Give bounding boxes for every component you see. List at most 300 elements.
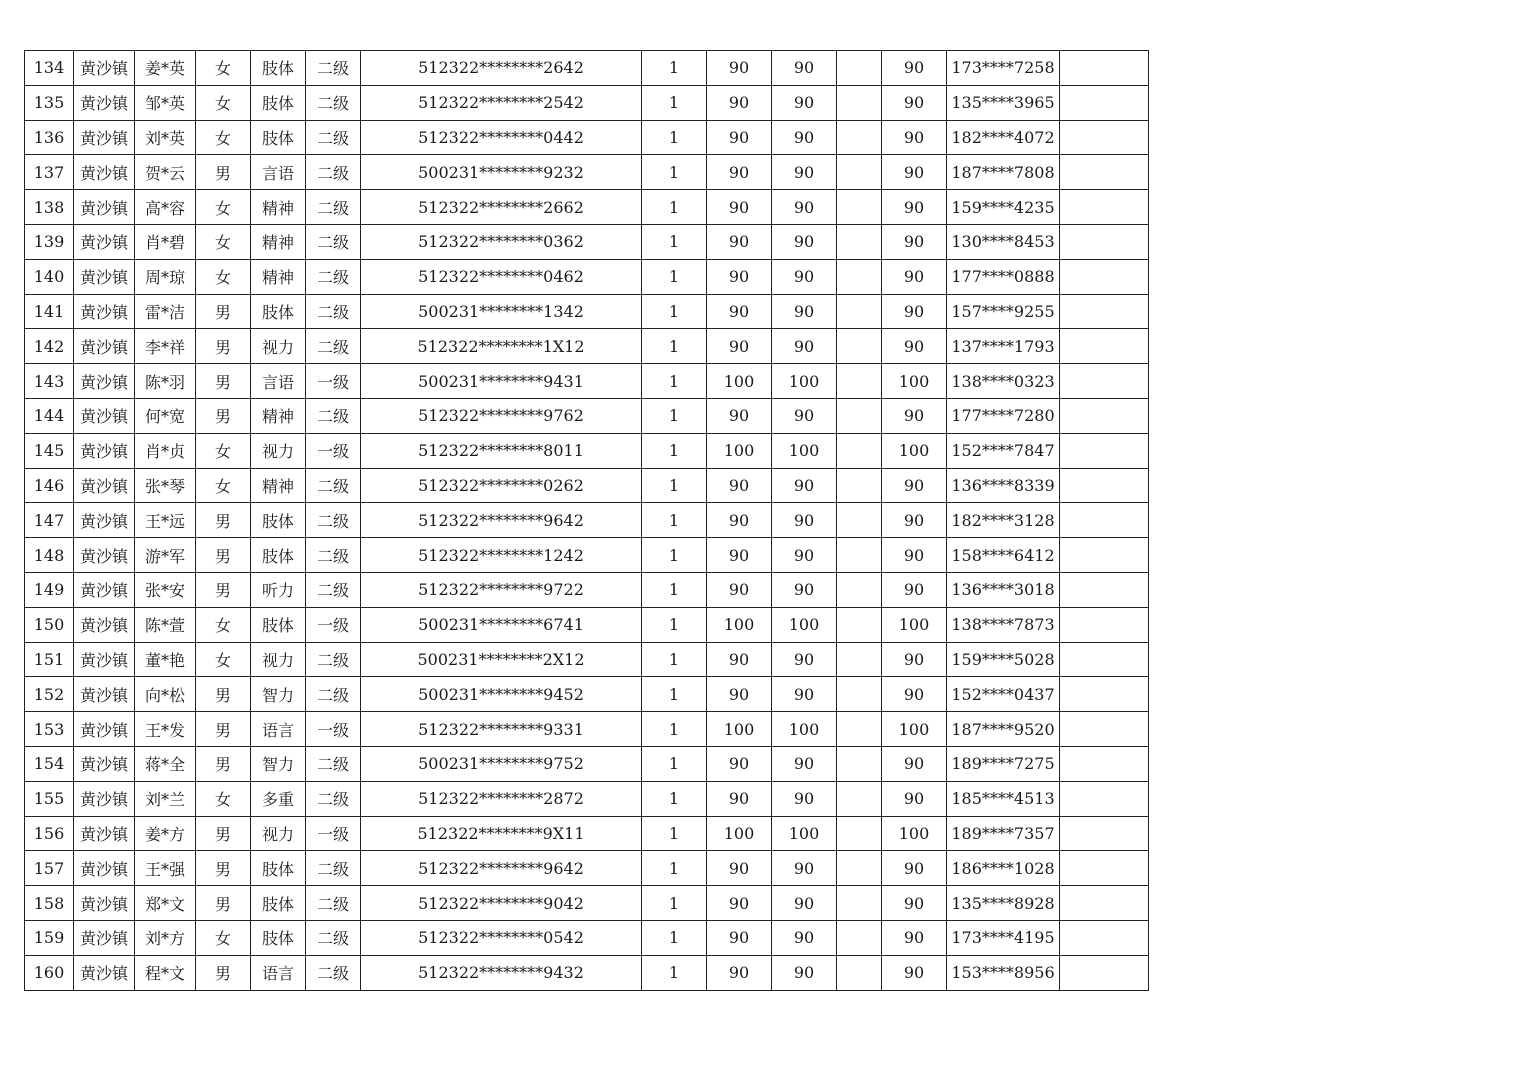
count-cell: 1 [642,816,707,851]
disability-type-cell: 精神 [251,190,306,225]
gender-cell: 男 [196,851,251,886]
level-cell: 二级 [306,224,361,259]
seq-cell: 154 [25,746,74,781]
level-cell: 二级 [306,746,361,781]
blank-cell [837,746,882,781]
blank-cell [837,364,882,399]
remark-cell [1060,642,1149,677]
disability-type-cell: 听力 [251,572,306,607]
amount2-cell: 90 [772,851,837,886]
phone-cell: 136****8339 [947,468,1060,503]
id-number-cell: 500231********6741 [361,607,642,642]
disability-type-cell: 语言 [251,955,306,990]
amount2-cell: 90 [772,398,837,433]
blank-cell [837,190,882,225]
table-row [25,329,1149,364]
blank-cell [837,85,882,120]
seq-cell: 151 [25,642,74,677]
blank-cell [837,329,882,364]
count-cell: 1 [642,746,707,781]
level-cell: 二级 [306,851,361,886]
seq-cell: 137 [25,155,74,190]
phone-cell: 182****4072 [947,120,1060,155]
seq-cell: 142 [25,329,74,364]
level-cell: 二级 [306,398,361,433]
remark-cell [1060,364,1149,399]
amount2-cell: 100 [772,364,837,399]
name-cell: 刘*兰 [135,781,196,816]
disability-type-cell: 视力 [251,329,306,364]
blank-cell [837,259,882,294]
blank-cell [837,642,882,677]
gender-cell: 男 [196,398,251,433]
name-cell: 王*发 [135,712,196,747]
disability-type-cell: 智力 [251,677,306,712]
phone-cell: 138****7873 [947,607,1060,642]
total-cell: 90 [882,259,947,294]
blank-cell [837,677,882,712]
blank-cell [837,572,882,607]
total-cell: 100 [882,433,947,468]
table-row [25,85,1149,120]
table-row [25,816,1149,851]
id-number-cell: 512322********9762 [361,398,642,433]
amount-cell: 100 [707,816,772,851]
seq-cell: 149 [25,572,74,607]
amount-cell: 90 [707,503,772,538]
seq-cell: 136 [25,120,74,155]
town-cell: 黄沙镇 [74,920,135,955]
seq-cell: 160 [25,955,74,990]
amount-cell: 90 [707,51,772,86]
total-cell: 100 [882,816,947,851]
table-row [25,886,1149,921]
level-cell: 二级 [306,51,361,86]
remark-cell [1060,190,1149,225]
amount2-cell: 90 [772,677,837,712]
total-cell: 90 [882,642,947,677]
level-cell: 二级 [306,294,361,329]
total-cell: 100 [882,712,947,747]
town-cell: 黄沙镇 [74,468,135,503]
level-cell: 二级 [306,920,361,955]
disability-type-cell: 肢体 [251,886,306,921]
seq-cell: 156 [25,816,74,851]
seq-cell: 155 [25,781,74,816]
phone-cell: 177****0888 [947,259,1060,294]
level-cell: 一级 [306,712,361,747]
name-cell: 陈*萱 [135,607,196,642]
seq-cell: 135 [25,85,74,120]
disability-type-cell: 肢体 [251,503,306,538]
id-number-cell: 512322********2872 [361,781,642,816]
disability-type-cell: 精神 [251,224,306,259]
disability-type-cell: 肢体 [251,920,306,955]
seq-cell: 138 [25,190,74,225]
count-cell: 1 [642,572,707,607]
id-number-cell: 512322********9642 [361,503,642,538]
table-row [25,677,1149,712]
town-cell: 黄沙镇 [74,259,135,294]
gender-cell: 男 [196,294,251,329]
amount2-cell: 90 [772,886,837,921]
remark-cell [1060,155,1149,190]
disability-type-cell: 肢体 [251,51,306,86]
amount2-cell: 90 [772,642,837,677]
data-table [24,50,1149,991]
phone-cell: 135****8928 [947,886,1060,921]
id-number-cell: 512322********9432 [361,955,642,990]
blank-cell [837,294,882,329]
name-cell: 雷*洁 [135,294,196,329]
phone-cell: 135****3965 [947,85,1060,120]
town-cell: 黄沙镇 [74,329,135,364]
remark-cell [1060,677,1149,712]
count-cell: 1 [642,503,707,538]
phone-cell: 153****8956 [947,955,1060,990]
blank-cell [837,851,882,886]
town-cell: 黄沙镇 [74,642,135,677]
phone-cell: 152****0437 [947,677,1060,712]
blank-cell [837,538,882,573]
amount2-cell: 100 [772,816,837,851]
disability-type-cell: 语言 [251,712,306,747]
id-number-cell: 500231********1342 [361,294,642,329]
town-cell: 黄沙镇 [74,224,135,259]
amount-cell: 90 [707,468,772,503]
blank-cell [837,398,882,433]
name-cell: 高*容 [135,190,196,225]
name-cell: 向*松 [135,677,196,712]
level-cell: 二级 [306,781,361,816]
gender-cell: 女 [196,224,251,259]
gender-cell: 男 [196,538,251,573]
amount-cell: 90 [707,294,772,329]
amount-cell: 90 [707,224,772,259]
name-cell: 王*强 [135,851,196,886]
town-cell: 黄沙镇 [74,886,135,921]
town-cell: 黄沙镇 [74,120,135,155]
blank-cell [837,781,882,816]
seq-cell: 147 [25,503,74,538]
amount-cell: 90 [707,329,772,364]
total-cell: 90 [882,886,947,921]
level-cell: 二级 [306,677,361,712]
count-cell: 1 [642,433,707,468]
town-cell: 黄沙镇 [74,607,135,642]
amount-cell: 90 [707,955,772,990]
name-cell: 郑*文 [135,886,196,921]
seq-cell: 148 [25,538,74,573]
seq-cell: 140 [25,259,74,294]
amount-cell: 90 [707,85,772,120]
disability-type-cell: 肢体 [251,120,306,155]
phone-cell: 152****7847 [947,433,1060,468]
count-cell: 1 [642,920,707,955]
name-cell: 姜*英 [135,51,196,86]
seq-cell: 144 [25,398,74,433]
total-cell: 90 [882,224,947,259]
gender-cell: 男 [196,677,251,712]
disability-type-cell: 肢体 [251,538,306,573]
remark-cell [1060,607,1149,642]
total-cell: 90 [882,538,947,573]
amount2-cell: 90 [772,538,837,573]
count-cell: 1 [642,364,707,399]
gender-cell: 女 [196,607,251,642]
seq-cell: 152 [25,677,74,712]
amount2-cell: 90 [772,468,837,503]
id-number-cell: 512322********9X11 [361,816,642,851]
id-number-cell: 512322********9642 [361,851,642,886]
phone-cell: 187****9520 [947,712,1060,747]
disability-type-cell: 精神 [251,398,306,433]
remark-cell [1060,572,1149,607]
total-cell: 90 [882,51,947,86]
remark-cell [1060,468,1149,503]
table-row [25,920,1149,955]
amount2-cell: 90 [772,120,837,155]
table-row [25,607,1149,642]
disability-type-cell: 视力 [251,642,306,677]
name-cell: 董*艳 [135,642,196,677]
id-number-cell: 512322********0362 [361,224,642,259]
gender-cell: 男 [196,364,251,399]
blank-cell [837,503,882,538]
town-cell: 黄沙镇 [74,572,135,607]
phone-cell: 137****1793 [947,329,1060,364]
seq-cell: 150 [25,607,74,642]
count-cell: 1 [642,781,707,816]
remark-cell [1060,851,1149,886]
amount2-cell: 90 [772,572,837,607]
table-row [25,120,1149,155]
town-cell: 黄沙镇 [74,294,135,329]
table-row [25,955,1149,990]
amount-cell: 90 [707,572,772,607]
blank-cell [837,712,882,747]
seq-cell: 159 [25,920,74,955]
blank-cell [837,433,882,468]
town-cell: 黄沙镇 [74,190,135,225]
name-cell: 肖*碧 [135,224,196,259]
table-row [25,190,1149,225]
phone-cell: 186****1028 [947,851,1060,886]
seq-cell: 157 [25,851,74,886]
level-cell: 二级 [306,955,361,990]
amount-cell: 90 [707,746,772,781]
total-cell: 90 [882,746,947,781]
amount-cell: 100 [707,364,772,399]
count-cell: 1 [642,642,707,677]
id-number-cell: 512322********9042 [361,886,642,921]
disability-type-cell: 多重 [251,781,306,816]
amount2-cell: 100 [772,607,837,642]
total-cell: 90 [882,920,947,955]
blank-cell [837,920,882,955]
amount2-cell: 90 [772,51,837,86]
disability-type-cell: 肢体 [251,294,306,329]
name-cell: 张*琴 [135,468,196,503]
total-cell: 90 [882,85,947,120]
amount2-cell: 90 [772,955,837,990]
remark-cell [1060,712,1149,747]
table-row [25,433,1149,468]
level-cell: 二级 [306,642,361,677]
id-number-cell: 500231********2X12 [361,642,642,677]
gender-cell: 女 [196,920,251,955]
disability-type-cell: 精神 [251,259,306,294]
table-row [25,572,1149,607]
gender-cell: 女 [196,85,251,120]
phone-cell: 189****7357 [947,816,1060,851]
table-row [25,468,1149,503]
gender-cell: 男 [196,712,251,747]
amount2-cell: 90 [772,294,837,329]
amount-cell: 90 [707,851,772,886]
level-cell: 二级 [306,259,361,294]
remark-cell [1060,51,1149,86]
count-cell: 1 [642,468,707,503]
count-cell: 1 [642,677,707,712]
gender-cell: 男 [196,572,251,607]
gender-cell: 女 [196,190,251,225]
table-row [25,155,1149,190]
id-number-cell: 512322********9722 [361,572,642,607]
total-cell: 90 [882,781,947,816]
remark-cell [1060,224,1149,259]
count-cell: 1 [642,538,707,573]
amount-cell: 90 [707,781,772,816]
amount-cell: 90 [707,642,772,677]
count-cell: 1 [642,886,707,921]
name-cell: 刘*方 [135,920,196,955]
level-cell: 一级 [306,607,361,642]
seq-cell: 145 [25,433,74,468]
id-number-cell: 500231********9452 [361,677,642,712]
total-cell: 100 [882,364,947,399]
gender-cell: 女 [196,468,251,503]
total-cell: 90 [882,294,947,329]
seq-cell: 134 [25,51,74,86]
total-cell: 90 [882,572,947,607]
table-row [25,781,1149,816]
blank-cell [837,224,882,259]
id-number-cell: 512322********0262 [361,468,642,503]
phone-cell: 158****6412 [947,538,1060,573]
blank-cell [837,51,882,86]
phone-cell: 187****7808 [947,155,1060,190]
remark-cell [1060,329,1149,364]
amount2-cell: 90 [772,329,837,364]
level-cell: 二级 [306,155,361,190]
amount2-cell: 90 [772,85,837,120]
remark-cell [1060,120,1149,155]
name-cell: 游*军 [135,538,196,573]
amount2-cell: 90 [772,781,837,816]
total-cell: 90 [882,329,947,364]
amount-cell: 90 [707,920,772,955]
total-cell: 90 [882,503,947,538]
amount-cell: 90 [707,398,772,433]
count-cell: 1 [642,85,707,120]
blank-cell [837,120,882,155]
table-row [25,503,1149,538]
remark-cell [1060,294,1149,329]
gender-cell: 男 [196,503,251,538]
disability-type-cell: 智力 [251,746,306,781]
amount2-cell: 90 [772,190,837,225]
count-cell: 1 [642,259,707,294]
count-cell: 1 [642,294,707,329]
town-cell: 黄沙镇 [74,503,135,538]
count-cell: 1 [642,398,707,433]
level-cell: 二级 [306,886,361,921]
amount-cell: 90 [707,259,772,294]
total-cell: 90 [882,468,947,503]
gender-cell: 女 [196,259,251,294]
amount-cell: 100 [707,607,772,642]
seq-cell: 143 [25,364,74,399]
count-cell: 1 [642,712,707,747]
amount-cell: 100 [707,433,772,468]
table-row [25,224,1149,259]
name-cell: 姜*方 [135,816,196,851]
total-cell: 90 [882,677,947,712]
gender-cell: 女 [196,433,251,468]
remark-cell [1060,85,1149,120]
blank-cell [837,155,882,190]
gender-cell: 男 [196,746,251,781]
seq-cell: 141 [25,294,74,329]
town-cell: 黄沙镇 [74,51,135,86]
phone-cell: 159****4235 [947,190,1060,225]
remark-cell [1060,781,1149,816]
level-cell: 一级 [306,816,361,851]
amount-cell: 100 [707,712,772,747]
level-cell: 二级 [306,538,361,573]
blank-cell [837,886,882,921]
amount2-cell: 90 [772,746,837,781]
disability-type-cell: 精神 [251,468,306,503]
amount-cell: 90 [707,886,772,921]
gender-cell: 女 [196,642,251,677]
name-cell: 何*宽 [135,398,196,433]
phone-cell: 159****5028 [947,642,1060,677]
id-number-cell: 500231********9232 [361,155,642,190]
amount2-cell: 90 [772,503,837,538]
amount-cell: 90 [707,155,772,190]
id-number-cell: 512322********2662 [361,190,642,225]
remark-cell [1060,398,1149,433]
gender-cell: 男 [196,155,251,190]
total-cell: 90 [882,155,947,190]
total-cell: 90 [882,955,947,990]
phone-cell: 177****7280 [947,398,1060,433]
amount-cell: 90 [707,538,772,573]
id-number-cell: 512322********8011 [361,433,642,468]
count-cell: 1 [642,190,707,225]
seq-cell: 139 [25,224,74,259]
name-cell: 贺*云 [135,155,196,190]
amount2-cell: 100 [772,433,837,468]
town-cell: 黄沙镇 [74,155,135,190]
count-cell: 1 [642,955,707,990]
id-number-cell: 512322********0462 [361,259,642,294]
gender-cell: 男 [196,816,251,851]
table-row [25,398,1149,433]
town-cell: 黄沙镇 [74,677,135,712]
